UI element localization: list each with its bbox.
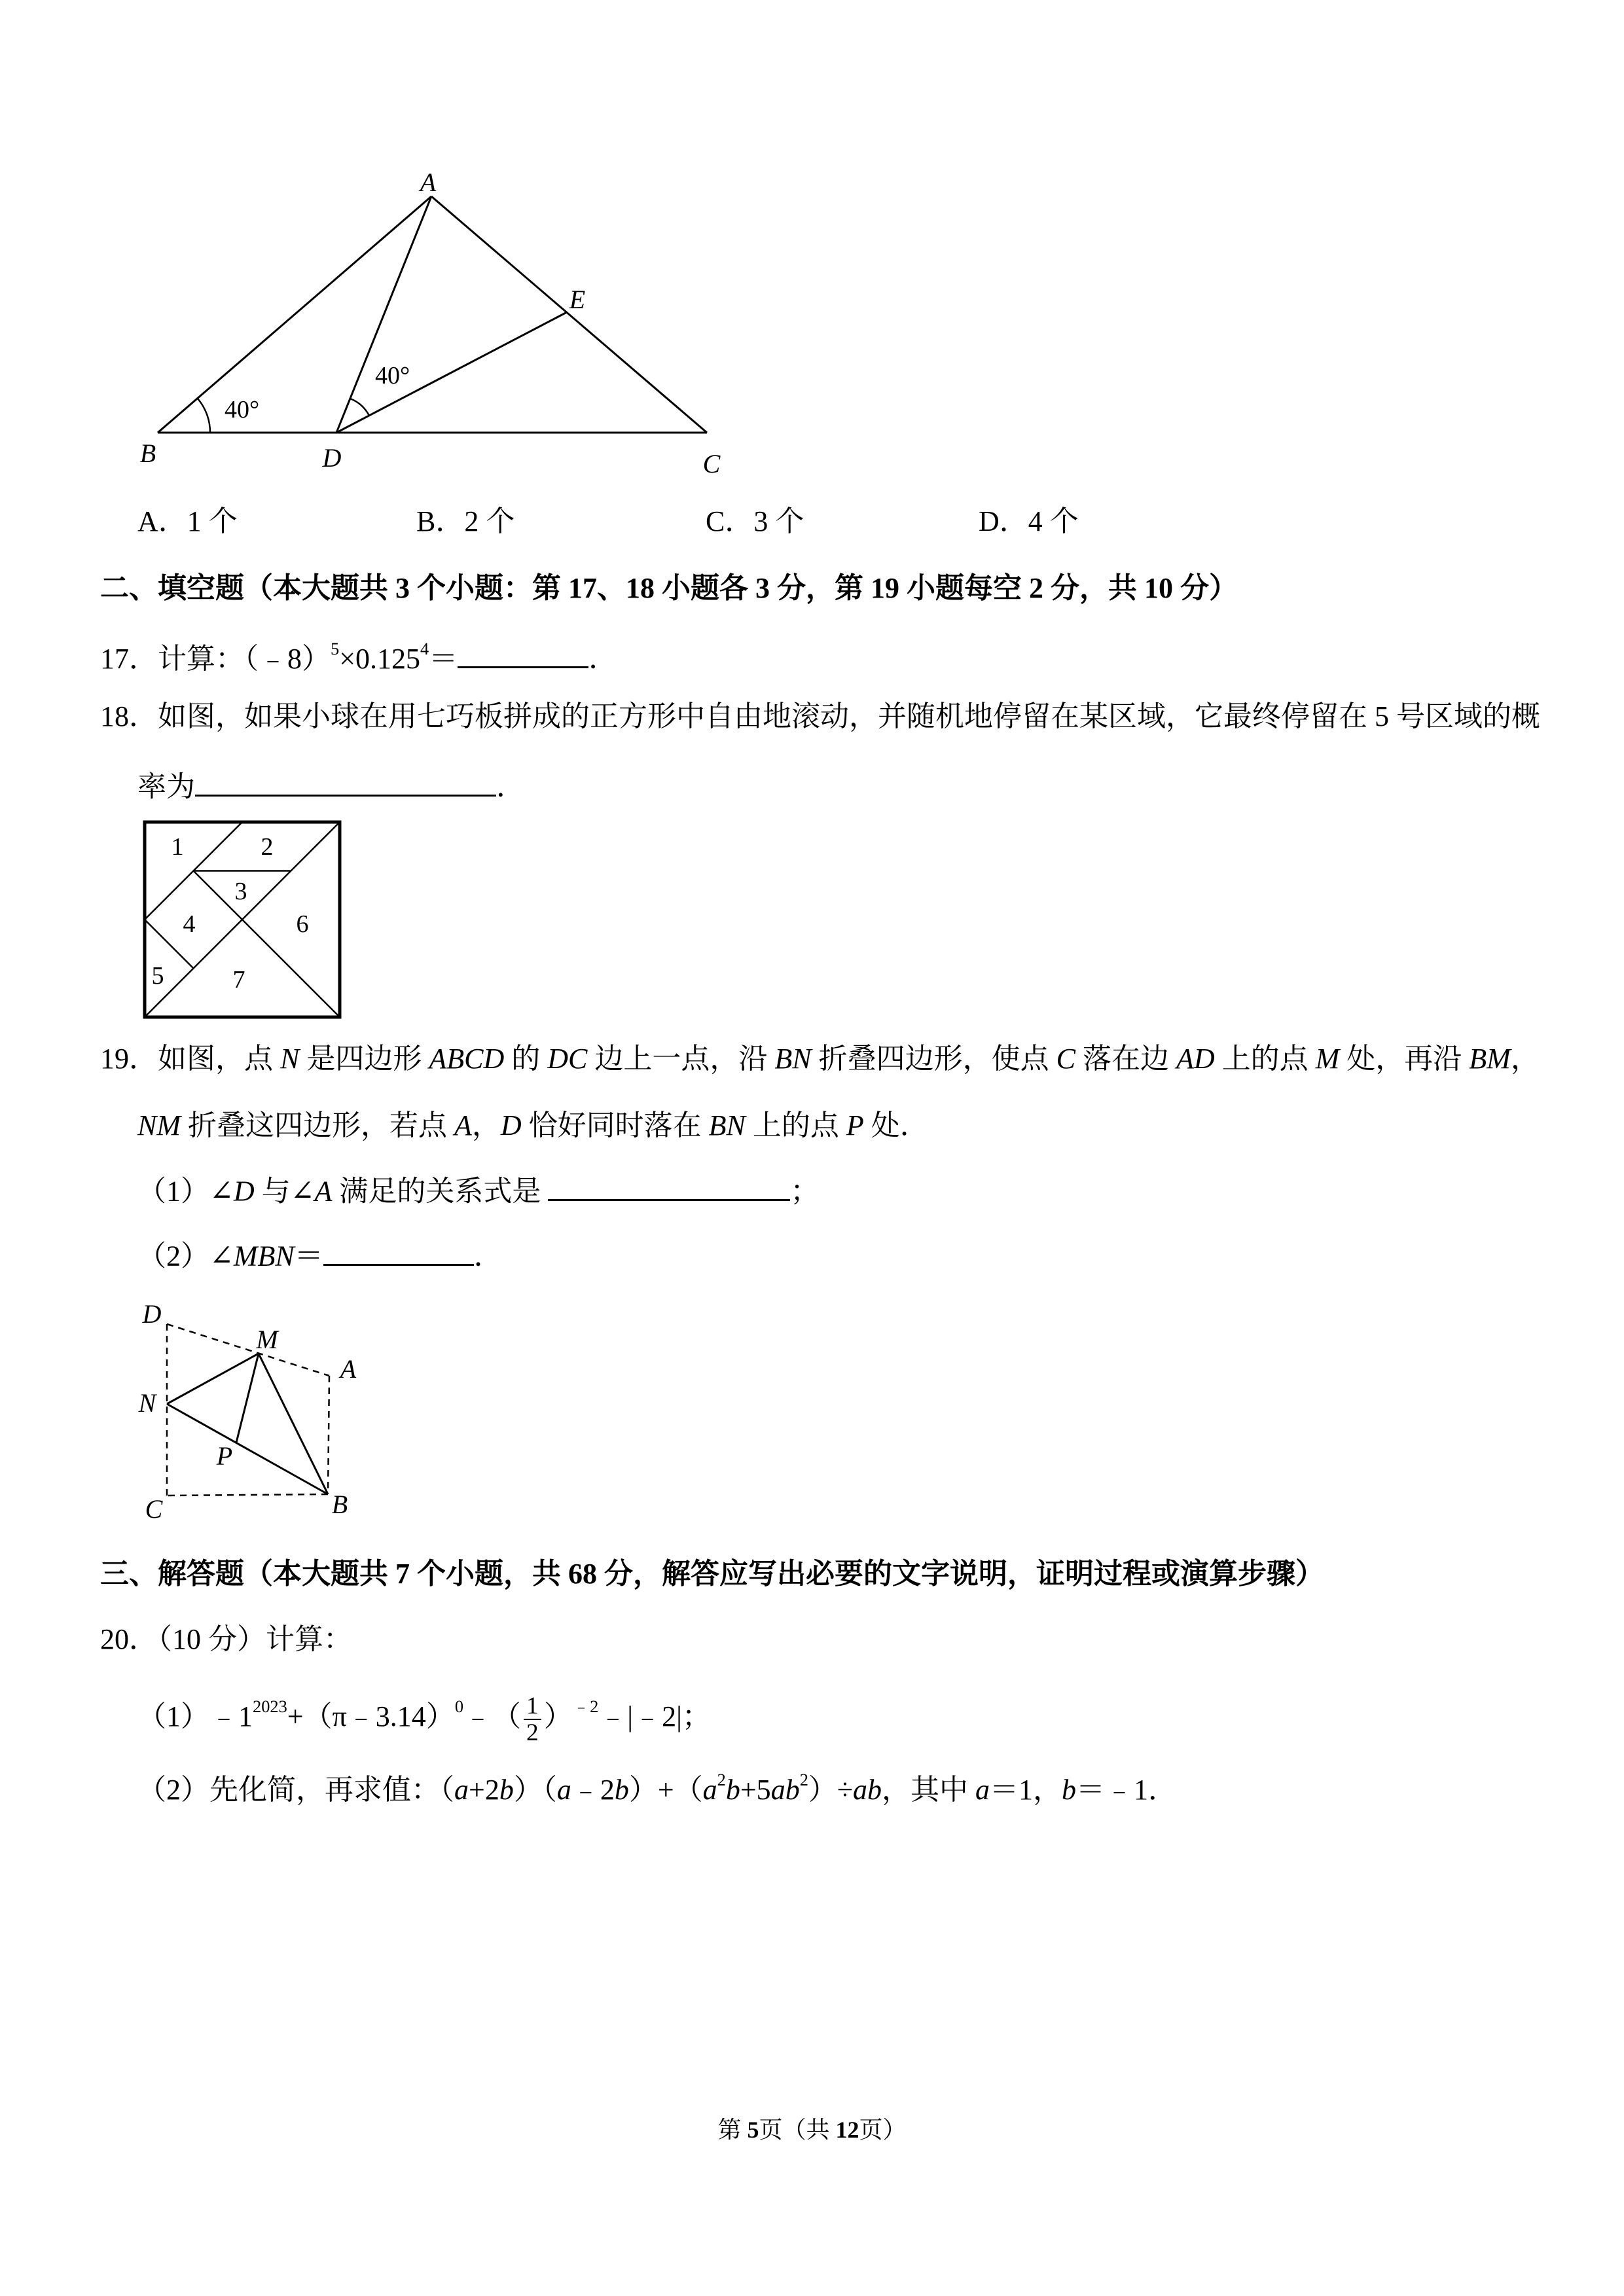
text-run: 第 — [717, 2117, 748, 2143]
text-run: 落在边 — [1075, 1043, 1176, 1075]
question-20-part-1 — [137, 1691, 711, 1746]
text-run: 上的点 — [1214, 1043, 1316, 1075]
tangram-label-6: 6 — [296, 910, 309, 938]
superscript: ﹣2 — [572, 1696, 599, 1716]
question-20-heading: 20．（10 分）计算： — [100, 1623, 352, 1655]
text-run: ． — [473, 1240, 503, 1272]
superscript: 0 — [454, 1696, 464, 1716]
superscript: 2023 — [253, 1696, 287, 1716]
fraction — [524, 1693, 541, 1746]
tangram-figure — [145, 822, 340, 1017]
superscript: 2 — [717, 1769, 726, 1789]
angle-arc-d — [350, 399, 369, 416]
text-run: ． — [588, 642, 618, 675]
question-19-part-1-text — [137, 1175, 548, 1208]
math-variable: BN — [708, 1109, 746, 1141]
fraction-denominator: 2 — [526, 1719, 539, 1746]
question-18-line-1: 18．如图，如果小球在用七巧板拼成的正方形中自由地滚动，并随机地停留在某区域，它最终停留在 5 号区域的概 — [100, 700, 1540, 732]
point-label-a: A — [340, 1354, 357, 1384]
segment-nm — [167, 1354, 259, 1404]
text-run: ） — [543, 1700, 573, 1732]
text-run: ）÷ — [808, 1774, 854, 1806]
segment-ad — [336, 196, 431, 433]
text-run: ， — [1510, 1043, 1540, 1075]
tangram-label-3: 3 — [234, 878, 247, 905]
text-run: 与∠ — [254, 1175, 315, 1208]
text-run: ﹣2 — [571, 1774, 615, 1806]
text-run: 是四边形 — [299, 1043, 429, 1075]
question-17-text — [100, 638, 458, 675]
text-run: 折叠这四边形，若点 — [181, 1109, 454, 1141]
bold-text: 12 — [835, 2117, 859, 2143]
question-19-part-2-end — [474, 1240, 503, 1272]
answer-blank — [458, 640, 588, 668]
triangle-figure — [140, 168, 721, 478]
math-variable: C — [1056, 1043, 1075, 1075]
text-run: ）（ — [513, 1774, 557, 1806]
math-variable: ab — [853, 1774, 882, 1806]
bold-text: 5 — [747, 2117, 759, 2143]
angle-label-b: 40° — [225, 396, 260, 423]
text-run: （1）﹣1 — [137, 1700, 253, 1732]
text-run: 19．如图，点 — [100, 1043, 280, 1075]
question-18-text: 率为 — [137, 770, 195, 803]
text-run: ； — [790, 1175, 820, 1208]
math-variable: NM — [137, 1109, 181, 1141]
point-label-d: D — [142, 1299, 162, 1329]
text-run: +（π﹣3.14） — [287, 1700, 455, 1732]
math-variable: ABCD — [429, 1043, 505, 1075]
superscript: 2 — [799, 1769, 808, 1789]
angle-label-d: 40° — [375, 362, 410, 389]
segment-mb — [259, 1354, 328, 1494]
question-18-line-2 — [137, 768, 525, 804]
question-17 — [100, 640, 617, 676]
section-2-heading: 二、填空题（本大题共 3 个小题：第 17、18 小题各 3 分，第 19 小题每空 2 分，共 10 分） — [100, 572, 1238, 604]
option-d: D．4 个 — [979, 505, 1079, 537]
vertex-label-d: D — [322, 443, 342, 473]
question-18-end: ． — [496, 770, 525, 803]
text-run: 页） — [859, 2117, 907, 2143]
option-c: C．3 个 — [706, 505, 804, 537]
point-label-p: P — [216, 1441, 233, 1471]
math-variable: D — [500, 1109, 522, 1141]
vertex-label-a: A — [420, 168, 437, 197]
math-variable: AD — [1176, 1043, 1215, 1075]
point-label-b: B — [331, 1490, 348, 1519]
angle-arc-b — [198, 399, 210, 433]
text-run: （2）∠ — [137, 1240, 234, 1272]
math-variable: a — [975, 1774, 990, 1806]
math-variable: A — [314, 1175, 333, 1208]
segment-nb — [167, 1404, 328, 1494]
math-variable: DC — [547, 1043, 588, 1075]
section-3-heading: 三、解答题（本大题共 7 个小题，共 68 分，解答应写出必要的文字说明，证明过程或演算步骤） — [100, 1558, 1324, 1590]
text-run: +2 — [469, 1774, 499, 1806]
vertex-label-c: C — [702, 449, 721, 478]
option-a: A．1 个 — [137, 505, 238, 537]
text-run: +5 — [740, 1774, 771, 1806]
math-variable: a — [702, 1774, 717, 1806]
answer-blank — [323, 1238, 474, 1266]
math-variable: BN — [774, 1043, 812, 1075]
text-run: 边上一点，沿 — [587, 1043, 775, 1075]
fraction-numerator: 1 — [524, 1693, 541, 1720]
page-footer — [0, 2115, 1624, 2144]
question-19-part-2 — [137, 1238, 503, 1274]
dashed-edge-bc — [167, 1494, 328, 1496]
question-17-end — [588, 643, 617, 675]
question-19-part-1-end — [790, 1175, 819, 1208]
question-19-line-2 — [137, 1108, 929, 1143]
text-run: ×0.125 — [339, 642, 421, 675]
text-run: ，其中 — [882, 1774, 976, 1806]
segment-de — [336, 312, 567, 433]
question-19-part-2-text — [137, 1240, 323, 1272]
math-variable: b — [614, 1774, 629, 1806]
segment-mp — [236, 1354, 259, 1443]
text-run: 恰好同时落在 — [521, 1109, 709, 1141]
tangram-label-4: 4 — [183, 910, 196, 938]
question-19-line-1 — [100, 1041, 1540, 1076]
text-run: 页（共 — [759, 2117, 836, 2143]
math-variable: a — [454, 1774, 469, 1806]
text-run: 折叠四边形，使点 — [811, 1043, 1056, 1075]
vertex-label-e: E — [569, 285, 586, 314]
math-variable: BM — [1469, 1043, 1511, 1075]
question-19-part-1 — [137, 1173, 819, 1209]
math-variable: P — [846, 1109, 864, 1141]
math-variable: D — [233, 1175, 255, 1208]
tangram-label-5: 5 — [151, 962, 164, 990]
segment-ab — [158, 196, 431, 433]
text-run: ）+（ — [628, 1774, 703, 1806]
text-run: 上的点 — [745, 1109, 846, 1141]
text-run: （2）先化简，再求值：（ — [137, 1774, 454, 1806]
superscript: 5 — [331, 638, 340, 658]
tangram-half-diagonal — [242, 920, 340, 1017]
text-run: 的 — [504, 1043, 548, 1075]
text-run: 处，再沿 — [1339, 1043, 1470, 1075]
math-variable: b — [499, 1774, 514, 1806]
text-run: ＝ — [429, 642, 458, 675]
tangram-label-7: 7 — [232, 966, 245, 994]
math-variable: N — [280, 1043, 300, 1075]
math-variable: b — [725, 1774, 740, 1806]
vertex-label-b: B — [139, 439, 156, 468]
text-run: （1）∠ — [137, 1175, 234, 1208]
point-label-c: C — [145, 1494, 163, 1524]
text-run: ， — [471, 1109, 501, 1141]
math-variable: a — [556, 1774, 571, 1806]
text-run: ＝﹣1． — [1076, 1774, 1178, 1806]
math-variable: M — [1315, 1043, 1340, 1075]
answer-blank — [548, 1173, 790, 1201]
dashed-edge-ab — [328, 1376, 329, 1494]
text-run: ＝1， — [990, 1774, 1062, 1806]
point-label-m: M — [256, 1325, 278, 1354]
text-run: ﹣（ — [463, 1700, 522, 1732]
text-run: ＝ — [294, 1240, 323, 1272]
text-run: 17．计算：（﹣8） — [100, 642, 331, 675]
tangram-label-2: 2 — [261, 833, 274, 861]
math-variable: MBN — [233, 1240, 295, 1272]
text-run: ﹣|﹣2|； — [598, 1700, 711, 1732]
point-label-n: N — [138, 1388, 156, 1418]
tangram-label-1: 1 — [171, 833, 184, 861]
segment-ac — [431, 196, 707, 433]
option-b: B．2 个 — [416, 505, 515, 537]
dashed-edge-da — [167, 1324, 329, 1376]
answer-blank — [195, 768, 496, 797]
quadrilateral-fold-figure — [138, 1299, 357, 1524]
superscript: 4 — [420, 638, 429, 658]
text-run: 满足的关系式是 — [332, 1175, 549, 1208]
question-20-part-2 — [137, 1769, 1178, 1807]
text-run: 处． — [863, 1109, 929, 1141]
math-variable: A — [454, 1109, 472, 1141]
math-variable: ab — [770, 1774, 800, 1806]
math-variable: b — [1062, 1774, 1077, 1806]
